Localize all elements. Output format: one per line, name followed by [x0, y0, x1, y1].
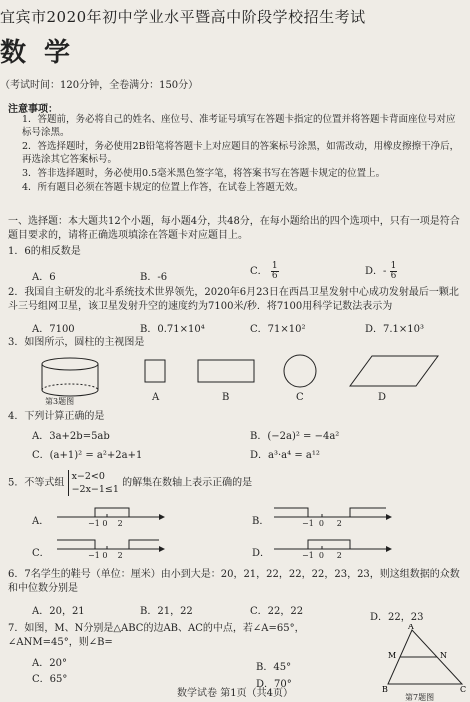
q4-option-a: A．3a+2b=5ab — [32, 431, 110, 442]
q1-d-num: 1 — [390, 261, 397, 271]
q1-c-den: 6 — [271, 271, 278, 281]
question-5-stem — [8, 470, 463, 496]
tick-label: 0 — [102, 519, 108, 528]
question-7-stem: 7．如图，M、N分别是△ABC的边AB、AC的中点，若∠A=65°，∠ANM=45°，则∠B= — [8, 623, 305, 648]
q1-c-label: C． — [250, 266, 268, 277]
q3-figures — [30, 352, 450, 410]
number-line-c-ticks — [88, 551, 123, 560]
notes-title: 注意事项： — [8, 104, 58, 115]
q7-option-d: D．70° — [256, 679, 292, 690]
time-info: （考试时间：120分钟，全卷满分：150分） — [0, 80, 199, 91]
option-b-rectangle — [198, 360, 254, 382]
cylinder-figure — [42, 358, 98, 396]
q1-option-d — [365, 262, 397, 281]
q5-stem-pre: 5．不等式组 — [8, 477, 65, 489]
q7-option-b: B．45° — [256, 662, 292, 673]
question-2-stem: 2．我国自主研发的北斗系统技术世界领先，2020年6月23日在西昌卫星发射中心成功发射最后一颗北斗三号组网卫星，该卫星发射升空的速度约为7100米/秒．将7100用科学记数法表示为 — [8, 287, 459, 312]
option-a-square — [145, 360, 165, 382]
section-one-heading: 一、选择题：本大题共12个小题，每小题4分，共48分，在每小题给出的四个选项中，只有一项是符合题目要求的，请将正确选项填涂在答题卡对应题目上。 — [8, 216, 460, 241]
q7-option-c: C．65° — [32, 674, 68, 685]
note-item: 3．答非选择题时，务必使用0.5毫米黑色签字笔，将答案书写在答题卡规定的位置上。 — [22, 168, 386, 179]
vertex-b-label: B — [382, 685, 388, 694]
q2-option-c: C．71×10² — [250, 324, 306, 335]
page-footer: 数学试卷 第1页（共4页） — [177, 688, 293, 699]
number-line-d-ticks — [302, 551, 342, 560]
q7-caption: 第7题图 — [405, 693, 435, 702]
q1-c-fraction — [271, 262, 279, 281]
subject-title: 数学 — [0, 38, 89, 68]
q4-option-b: B．(−2a)² = −4a² — [250, 431, 340, 442]
q3-label-a: A — [152, 392, 160, 403]
tick-label: 0 — [318, 519, 324, 528]
q5-option-b-label: B． — [252, 516, 270, 527]
q1-d-label: D．- — [365, 266, 387, 277]
option-c-circle — [284, 355, 316, 387]
vertex-c-label: C — [460, 685, 467, 694]
inequality-system — [68, 470, 119, 496]
inequality-1: x−2<0 — [71, 471, 105, 482]
q4-option-c: C．(a+1)² = a²+2a+1 — [32, 450, 143, 461]
tick-label: 0 — [318, 551, 324, 560]
tick-label: 2 — [117, 551, 123, 560]
q1-d-fraction — [390, 262, 398, 281]
q3-caption: 第3题图 — [45, 397, 75, 406]
number-line-a-ticks — [88, 519, 123, 528]
q1-option-a: A．6 — [32, 272, 56, 283]
q1-d-den: 6 — [390, 271, 397, 281]
q1-c-num: 1 — [271, 261, 278, 271]
exam-title: 宜宾市2020年初中学业水平暨高中阶段学校招生考试 — [0, 8, 366, 26]
q4-option-d: D．a³·a⁴ = a¹² — [250, 450, 320, 461]
q1-option-b: B．-6 — [140, 272, 168, 283]
q2-option-a: A．7100 — [32, 324, 75, 335]
q5-option-d-label: D． — [252, 548, 271, 559]
tick-label: 2 — [336, 551, 342, 560]
q5-option-a-label: A． — [32, 516, 50, 527]
question-3-stem: 3．如图所示，圆柱的主视图是 — [8, 337, 145, 348]
vertex-a-label: A — [408, 624, 414, 631]
note-item: 2．答选择题时，务必使用2B铅笔将答题卡上对应题目的答案标号涂黑，如需改动，用橡皮擦擦干净后，再选涂其它答案标号。 — [22, 141, 460, 165]
q6-option-b: B．21，22 — [140, 606, 193, 617]
q2-option-b: B．0.71×10⁴ — [140, 324, 205, 335]
tick-label: 2 — [336, 519, 342, 528]
q3-label-d: D — [378, 392, 387, 403]
question-6-stem: 6．7名学生的鞋号（单位：厘米）由小到大是：20，21，22，22，22，23，23，则这组数据的众数和中位数分别是 — [8, 569, 460, 594]
note-item: 1．答题前，务必将自己的姓名、座位号、准考证号填写在答题卡指定的位置并将答题卡背面座位号对应标号涂黑。 — [22, 114, 456, 138]
tick-label: 2 — [117, 519, 123, 528]
tick-label: −1 — [88, 519, 100, 528]
question-4-stem: 4．下列计算正确的是 — [8, 411, 105, 422]
number-line-b-ticks — [302, 519, 342, 528]
tick-label: −1 — [302, 519, 314, 528]
q5-stem-post: 的解集在数轴上表示正确的是 — [122, 477, 253, 489]
note-item: 4．所有题目必须在答题卡规定的位置上作答，在试卷上答题无效。 — [22, 182, 304, 193]
inequality-2: −2x−1≤1 — [71, 484, 119, 495]
question-1-stem: 1．6的相反数是 — [8, 246, 81, 257]
q3-label-b: B — [222, 392, 230, 403]
tick-label: 0 — [102, 551, 108, 560]
point-n-label: N — [440, 651, 447, 660]
q5-option-c-label: C． — [32, 548, 50, 559]
q2-option-d: D．7.1×10³ — [365, 324, 425, 335]
tick-label: −1 — [302, 551, 314, 560]
q1-option-c — [250, 262, 279, 281]
point-m-label: M — [388, 651, 397, 660]
option-d-parallelogram — [350, 356, 438, 386]
q7-option-a: A．20° — [32, 658, 67, 669]
q3-label-c: C — [296, 392, 304, 403]
q6-option-d: D．22，23 — [370, 612, 424, 623]
q6-option-a: A．20，21 — [32, 606, 85, 617]
tick-label: −1 — [88, 551, 100, 560]
q6-option-c: C．22，22 — [250, 606, 304, 617]
